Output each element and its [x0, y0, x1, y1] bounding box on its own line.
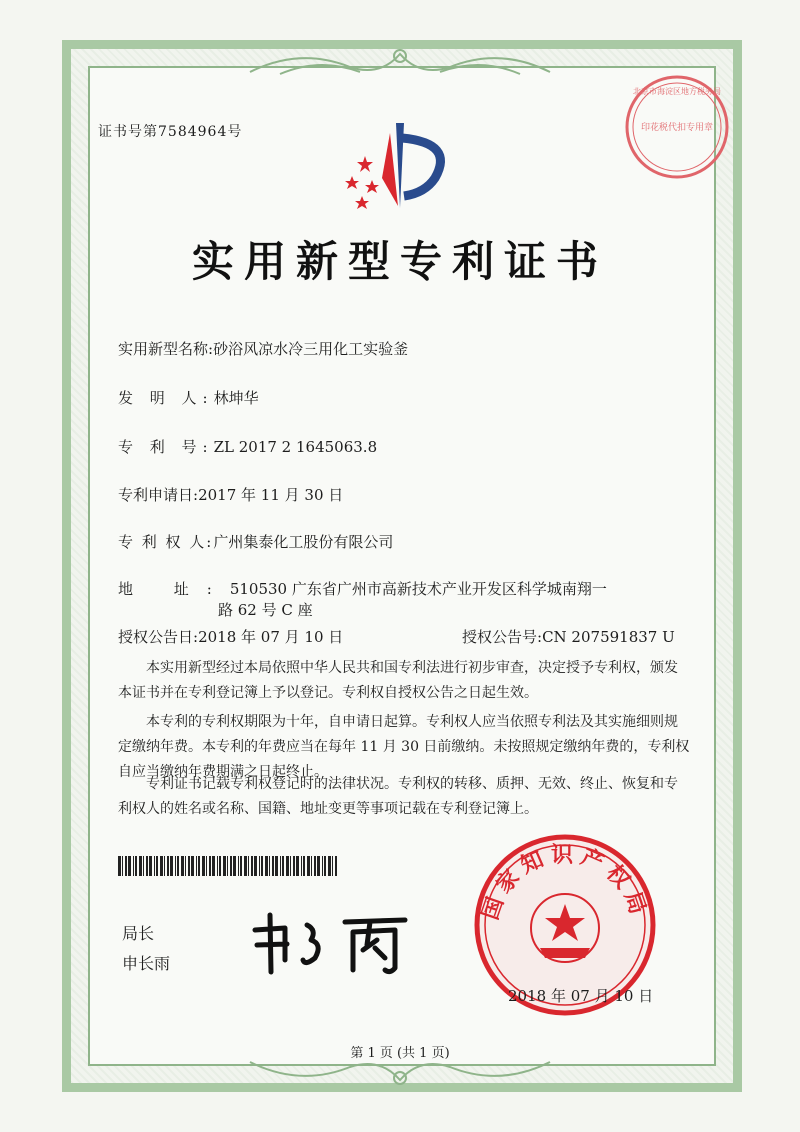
barcode-bar: [275, 856, 278, 876]
barcode-bar: [128, 856, 131, 876]
field-value: 2017 年 11 月 30 日: [198, 486, 344, 504]
barcode-bar: [290, 856, 291, 876]
barcode-bar: [156, 856, 158, 876]
barcode-bar: [311, 856, 312, 876]
signer-name: 申长雨: [122, 954, 171, 973]
barcode-bar: [181, 856, 184, 876]
barcode-bar: [191, 856, 194, 876]
barcode-bar: [160, 856, 163, 876]
barcode-bar: [217, 856, 218, 876]
barcode-bar: [164, 856, 165, 876]
barcode-bar: [143, 856, 144, 876]
signer-title: 局长: [122, 924, 155, 943]
barcode-bar: [254, 856, 257, 876]
barcode-bar: [240, 856, 242, 876]
barcode-bar: [212, 856, 215, 876]
barcode-bar: [209, 856, 211, 876]
field-value: 广州集泰化工股份有限公司: [213, 533, 394, 551]
seal-date: 2018 年 07 月 10 日: [508, 987, 654, 1005]
barcode-bar: [227, 856, 228, 876]
field-label: 授权公告日:: [118, 628, 199, 646]
barcode-bar: [125, 856, 127, 876]
barcode-bar: [332, 856, 333, 876]
barcode-bar: [335, 856, 337, 876]
field-value: 2018 年 07 月 10 日: [198, 628, 344, 646]
barcode-bar: [259, 856, 260, 876]
certificate-number: 证书号第7584964号: [98, 124, 243, 140]
field-value: CN 207591837 U: [542, 628, 675, 646]
barcode-bar: [154, 856, 155, 876]
field-utility-model-name: [118, 338, 408, 359]
barcode-bar: [280, 856, 281, 876]
barcode-bar: [261, 856, 263, 876]
tax-seal-stamp: [622, 72, 732, 182]
field-filing-date: [118, 484, 343, 505]
field-value: 林坤华: [213, 389, 259, 407]
field-label: 授权公告号:: [462, 628, 543, 646]
barcode-bar: [307, 856, 310, 876]
field-label: 实用新型名称:: [118, 340, 214, 358]
barcode-bar: [238, 856, 239, 876]
field-grant-number: [462, 626, 675, 647]
barcode-bar: [223, 856, 226, 876]
barcode: [118, 856, 338, 876]
field-label: 专 利 权 人:: [118, 533, 214, 551]
barcode-bar: [230, 856, 232, 876]
barcode-bar: [244, 856, 247, 876]
barcode-bar: [251, 856, 253, 876]
barcode-bar: [296, 856, 299, 876]
barcode-bar: [206, 856, 207, 876]
barcode-bar: [219, 856, 221, 876]
svg-text:北京市海淀区地方税务局: 北京市海淀区地方税务局: [633, 87, 721, 96]
barcode-bar: [202, 856, 205, 876]
barcode-bar: [118, 856, 121, 876]
director-signature: [245, 900, 425, 980]
barcode-bar: [314, 856, 316, 876]
statement-paragraph-1: 本实用新型经过本局依照中华人民共和国专利法进行初步审查，决定授予专利权，颁发 本证书并在专利登记簿上予以登记。专利权自授权公告之日起生效。: [118, 660, 678, 701]
barcode-bar: [328, 856, 331, 876]
barcode-bar: [248, 856, 249, 876]
barcode-bar: [175, 856, 176, 876]
cnipa-logo-icon: [340, 118, 460, 216]
field-value: 砂浴风凉水冷三用化工实验釜: [213, 340, 409, 358]
barcode-bar: [317, 856, 320, 876]
barcode-bar: [149, 856, 152, 876]
barcode-bar: [324, 856, 326, 876]
barcode-bar: [282, 856, 284, 876]
field-label: 发 明 人:: [118, 389, 214, 407]
field-value: ZL 2017 2 1645063.8: [213, 438, 378, 456]
field-label: 地 址:: [118, 580, 230, 598]
barcode-bar: [293, 856, 295, 876]
barcode-bar: [303, 856, 305, 876]
barcode-bar: [322, 856, 323, 876]
barcode-bar: [167, 856, 169, 876]
barcode-bar: [301, 856, 302, 876]
field-label: 专利申请日:: [118, 486, 199, 504]
page-number: 第 1 页 (共 1 页): [350, 1046, 450, 1061]
field-patentee: [118, 531, 393, 552]
certificate-title: 实用新型专利证书: [191, 237, 608, 286]
barcode-bar: [265, 856, 268, 876]
svg-text:印花税代扣专用章: 印花税代扣专用章: [640, 123, 714, 133]
barcode-bar: [198, 856, 200, 876]
barcode-bar: [135, 856, 137, 876]
field-label: 专 利 号:: [118, 438, 214, 456]
field-address: [118, 578, 607, 599]
barcode-bar: [188, 856, 190, 876]
barcode-bar: [133, 856, 134, 876]
barcode-bar: [122, 856, 123, 876]
barcode-bar: [272, 856, 274, 876]
field-value: 510530 广东省广州市高新技术产业开发区科学城南翔一: [229, 580, 607, 598]
barcode-bar: [139, 856, 142, 876]
barcode-bar: [170, 856, 173, 876]
barcode-bar: [269, 856, 270, 876]
field-patent-number: [118, 436, 377, 457]
statement-paragraph-2: 本专利的专利权期限为十年，自申请日起算。专利权人应当依照专利法及其实施细则规 定缴纳年费。本专利的年费应当在每年 11 月 30 日前缴纳。未按照规定缴纳年费的，专利权 自应当缴纳年费期满之日起终止。: [118, 714, 690, 780]
svg-text:国家知识产权局: 国家知识产权局: [478, 843, 652, 924]
field-inventor: [118, 387, 259, 408]
barcode-bar: [196, 856, 197, 876]
barcode-bar: [286, 856, 289, 876]
field-grant-date: [118, 626, 343, 647]
barcode-bar: [177, 856, 179, 876]
top-ornament: [240, 42, 560, 82]
barcode-bar: [233, 856, 236, 876]
barcode-bar: [185, 856, 186, 876]
barcode-bar: [146, 856, 148, 876]
field-address-line2: 路 62 号 C 座: [218, 601, 313, 619]
statement-paragraph-3: 专利证书记载专利权登记时的法律状况。专利权的转移、质押、无效、终止、恢复和专 利权人的姓名或名称、国籍、地址变更等事项记载在专利登记簿上。: [118, 776, 678, 817]
